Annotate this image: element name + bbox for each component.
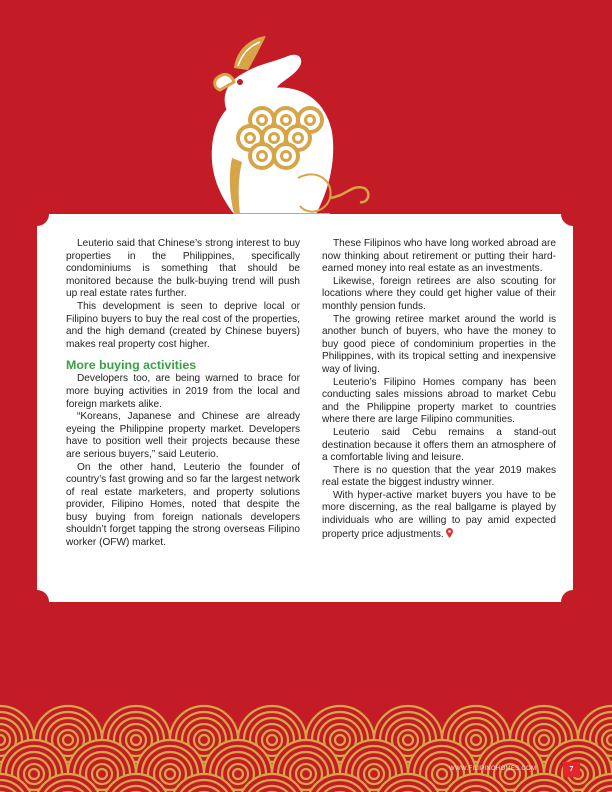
paragraph: Likewise, foreign retirees are also scouting for locations where they could get higher value of their monthly pension funds. (322, 275, 556, 312)
paragraph (322, 490, 556, 541)
paragraph: These Filipinos who have long worked abroad are now thinking about retirement or putting their hard-earned money into real estate as an investments. (322, 238, 556, 275)
section-heading: More buying activities (66, 358, 197, 373)
paragraph: On the other hand, Leuterio the founder of country’s fast growing and so far the largest network of real estate marketers, and property solutions provider, Filipino Homes, noted that despite the busy buying from foreign nationals developers shouldn’t forget tapping the strong overseas Filipino worker (OFW) market. (66, 461, 300, 549)
paragraph: Leuterio’s Filipino Homes company has been conducting sales missions abroad to market Cebu and the Philippine property market to countries where there are large Filipino communities. (322, 376, 556, 426)
paragraph: Leuterio said that Chinese’s strong interest to buy properties in the Philippines, specifically condominiums is something that should be monitored because the bulk-buying trend will push up real estate rates further. (66, 238, 300, 300)
article-column-right (322, 238, 556, 541)
location-pin-icon (446, 528, 453, 538)
paragraph: This development is seen to deprive local or Filipino buyers to buy the real cost of the properties, and the high demand (created by Chinese buyers) makes real property cost higher. (66, 300, 300, 350)
article-column-left (66, 238, 300, 550)
page-number: 7 (563, 762, 580, 777)
paragraph: “Koreans, Japanese and Chinese are already eyeing the Philippine property market. Developers have to position well their projects because these are serious buyers,” said Leuterio. (66, 411, 300, 460)
article-card (37, 214, 573, 602)
pig-icon (150, 28, 450, 220)
paragraph: The growing retiree market around the world is another bunch of buyers, who have the money to buy good piece of condominium properties in the Philippines, with its tropical setting and inexpensive way of living. (322, 313, 556, 375)
paragraph-text: With hyper-active market buyers you have to be more discerning, as the real ballgame is played by individuals who are willing to pay amid expected property price adjustments. (322, 489, 556, 540)
paragraph: Leuterio said Cebu remains a stand-out destination because it offers them an atmosphere of a comfortable living and leisure. (322, 426, 556, 464)
wave-pattern (0, 682, 612, 792)
paragraph: Developers too, are being warned to brace for more buying activities in 2019 from the local and foreign markets alike. (66, 373, 300, 410)
paragraph: There is no question that the year 2019 makes real estate the biggest industry winner. (322, 464, 556, 489)
footer-url: WWW.FILIPINOHOMES.COM (449, 766, 537, 772)
